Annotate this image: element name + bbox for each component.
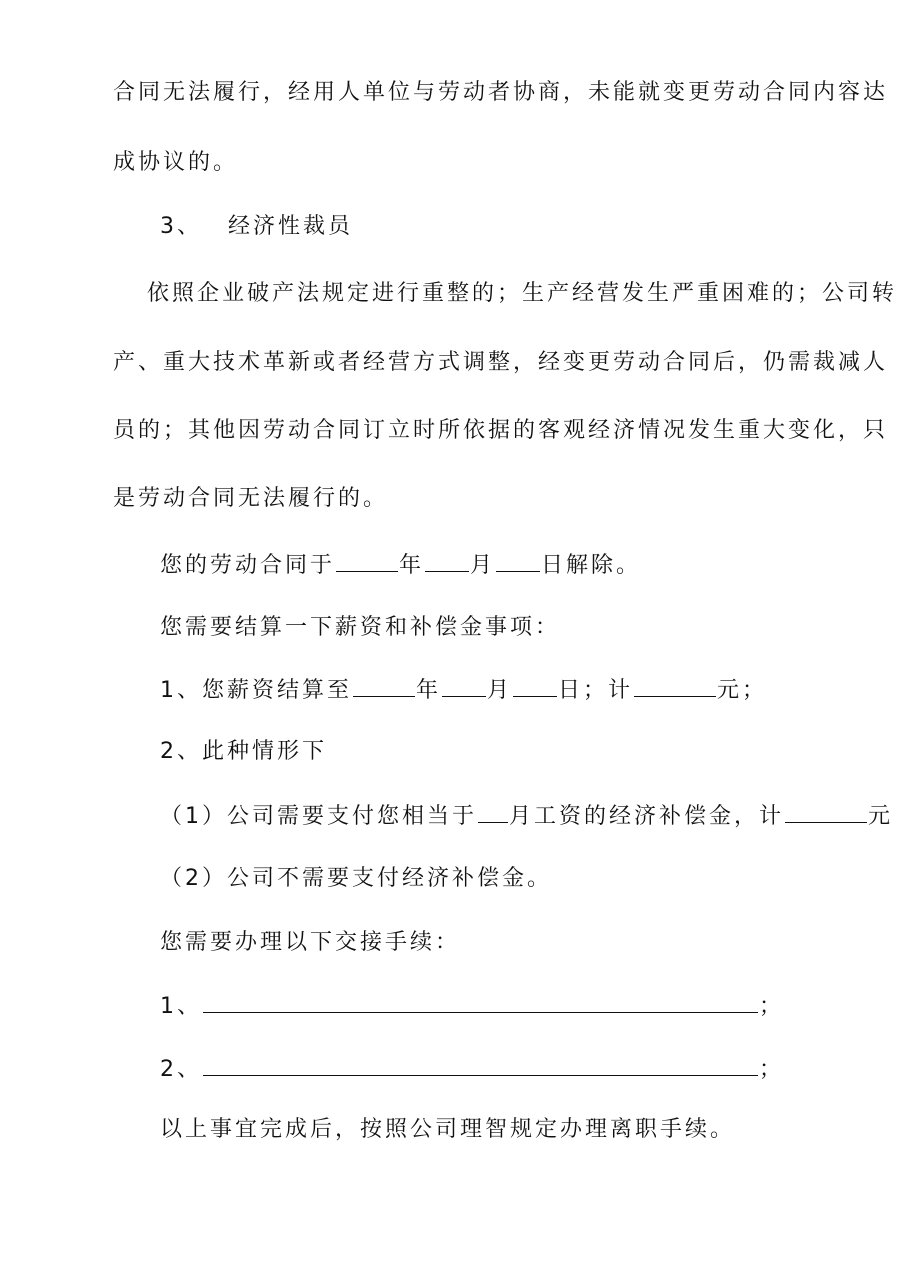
paragraph-line: 成协议的。 (113, 150, 239, 175)
amount-blank[interactable] (785, 796, 867, 823)
month-blank[interactable] (442, 670, 486, 697)
paragraph-line: 以上事宜完成后，按照公司理智规定办理离职手续。 (160, 1117, 736, 1142)
paragraph-line: 2、此种情形下 (160, 739, 327, 764)
salary-line: 1、您薪资结算至 年 月 日；计 元； (160, 670, 767, 710)
day-blank[interactable] (513, 670, 557, 697)
amount-blank[interactable] (634, 670, 716, 697)
paragraph-line: 您需要结算一下薪资和补偿金事项： (160, 615, 561, 640)
day-blank[interactable] (496, 545, 540, 572)
paragraph-line: 是劳动合同无法履行的。 (113, 486, 389, 511)
section-number: 3、 (160, 214, 202, 239)
handover-item: 1、 ； (160, 986, 784, 1026)
month-blank[interactable] (425, 545, 469, 572)
termination-date-line: 您的劳动合同于 年 月 日解除。 (160, 545, 641, 585)
months-blank[interactable] (478, 796, 508, 823)
year-blank[interactable] (353, 670, 415, 697)
option-line: （2）公司不需要支付经济补偿金。 (160, 866, 552, 891)
paragraph-line: 产、重大技术革新或者经营方式调整，经变更劳动合同后，仍需裁减人 (113, 350, 889, 375)
paragraph-line: 依照企业破产法规定进行重整的；生产经营发生严重困难的；公司转 (147, 281, 898, 306)
section-heading (160, 207, 353, 247)
handover-blank[interactable] (203, 986, 758, 1013)
handover-blank[interactable] (203, 1049, 758, 1076)
paragraph-line: 员的；其他因劳动合同订立时所依据的客观经济情况发生重大变化，只 (113, 418, 889, 443)
year-blank[interactable] (336, 545, 398, 572)
handover-item: 2、 ； (160, 1049, 784, 1089)
section-title: 经济性裁员 (228, 214, 354, 239)
option-line: （1）公司需要支付您相当于 月工资的经济补偿金，计 元 (160, 796, 893, 836)
paragraph-line: 您需要办理以下交接手续： (160, 930, 461, 955)
paragraph-line: 合同无法履行，经用人单位与劳动者协商，未能就变更劳动合同内容达 (113, 80, 889, 105)
